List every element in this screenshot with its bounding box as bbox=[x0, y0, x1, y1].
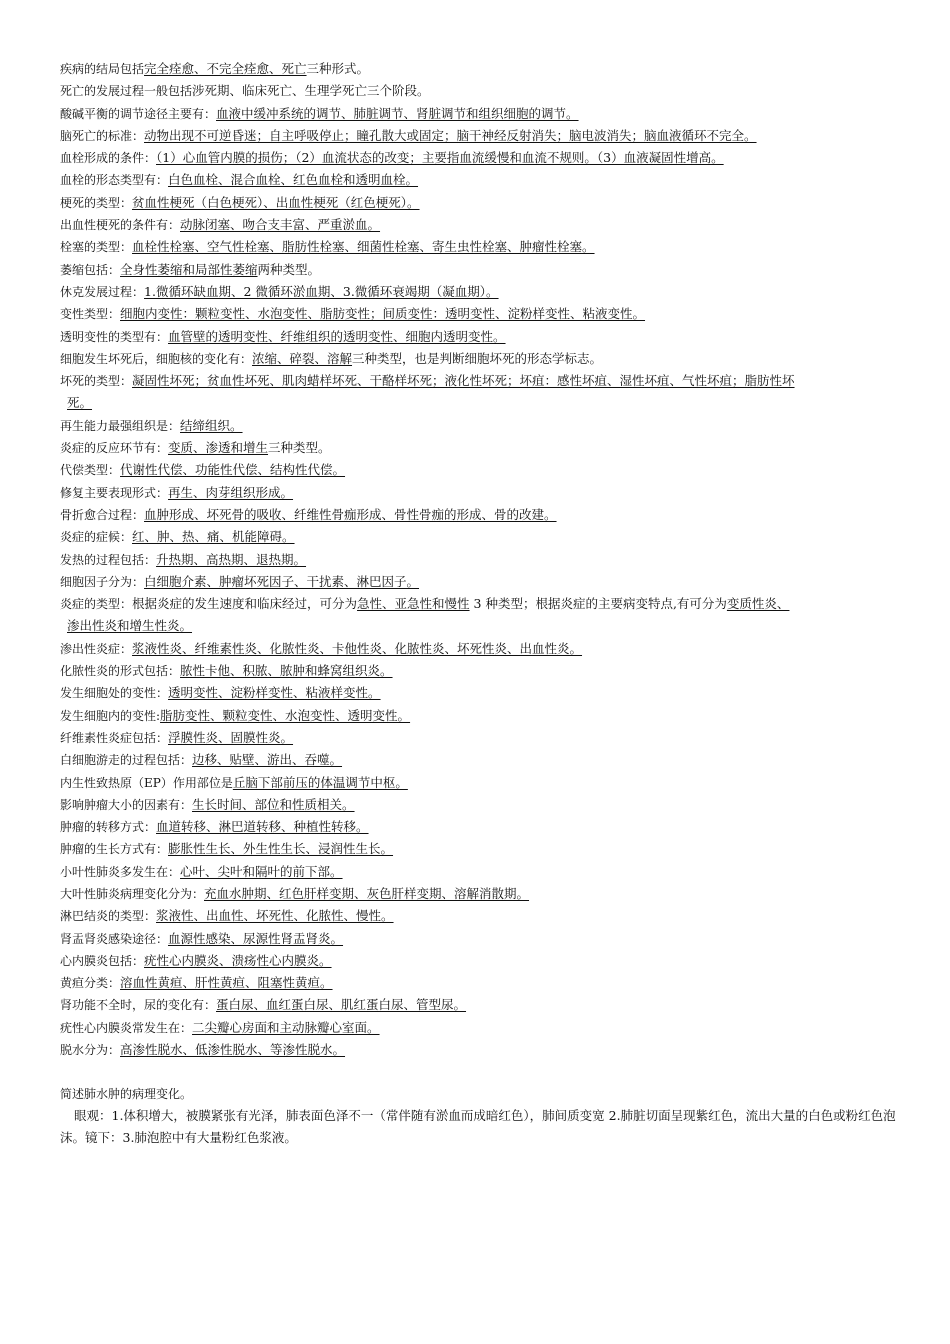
note-line bbox=[60, 705, 900, 727]
note-line bbox=[60, 415, 900, 437]
note-answer: 浆液性、出血性、坏死性、化脓性、慢性。 bbox=[156, 908, 394, 924]
note-line bbox=[60, 794, 900, 816]
note-label: 变性类型： bbox=[60, 307, 121, 322]
note-answer: 代谢性代偿、功能性代偿、结构性代偿。 bbox=[120, 462, 346, 478]
note-line bbox=[60, 303, 900, 325]
note-label: 发生细胞内的变性: bbox=[60, 708, 161, 723]
essay-title: 简述肺水肿的病理变化。 bbox=[60, 1087, 193, 1101]
note-label: 坏死的类型： bbox=[60, 374, 133, 389]
essay-body: 眼观：1.体积增大，被膜紧张有光泽，肺表面色泽不一（常伴随有淤血而成暗红色），肺间质变宽 2.肺脏切面呈现紫红色，流出大量的白色或粉红色泡沫。镜下：3.肺泡腔中有大量粉红色浆液。 bbox=[60, 1108, 896, 1145]
note-line bbox=[60, 214, 900, 236]
note-line bbox=[60, 326, 900, 348]
note-line bbox=[60, 549, 900, 571]
note-label: 细胞发生坏死后，细胞核的变化有： bbox=[60, 351, 253, 366]
note-label: 炎症的症候： bbox=[60, 530, 133, 545]
note-text: 根据炎症的发生速度和临床经过，可分为 bbox=[132, 596, 358, 612]
note-answer: 动物出现不可逆昏迷；自主呼吸停止；瞳孔散大或固定；脑干神经反射消失；脑电波消失；脑血液循环不完全。 bbox=[144, 127, 757, 143]
note-text-after: 涉死期、临床死亡、生理学死亡三个阶段。 bbox=[192, 83, 430, 99]
note-label: 疣性心内膜炎常发生在： bbox=[60, 1020, 193, 1035]
note-answer: 红、肿、热、痛、机能障碍。 bbox=[132, 529, 295, 545]
note-answer: 贫血性梗死（白色梗死）、出血性梗死（红色梗死）。 bbox=[132, 194, 420, 210]
note-line bbox=[60, 80, 900, 102]
note-label: 细胞因子分为： bbox=[60, 574, 145, 589]
note-line bbox=[60, 392, 900, 414]
note-line bbox=[60, 281, 900, 303]
note-label: 发生细胞处的变性： bbox=[60, 686, 169, 701]
note-text-after: 三种类型，也是判断细胞坏死的形态学标志。 bbox=[352, 350, 603, 366]
note-label: 肾盂肾炎感染途径： bbox=[60, 931, 169, 946]
essay-section bbox=[60, 1083, 896, 1149]
note-line bbox=[60, 638, 900, 660]
note-label: 修复主要表现形式： bbox=[60, 485, 169, 500]
note-answer-2: 变质性炎、 bbox=[726, 596, 790, 612]
note-line bbox=[60, 749, 900, 771]
note-line bbox=[60, 838, 900, 860]
note-label: 发热的过程包括： bbox=[60, 552, 157, 567]
note-text-after: 三种形式。 bbox=[306, 61, 370, 76]
note-label: 小叶性肺炎多发生在： bbox=[60, 864, 181, 879]
note-answer: 升热期、高热期、退热期。 bbox=[156, 551, 307, 567]
note-label: 黄疸分类： bbox=[60, 976, 121, 991]
note-line bbox=[60, 994, 900, 1016]
note-answer: 全身性萎缩和局部性萎缩 bbox=[120, 261, 258, 277]
note-label: 代偿类型： bbox=[60, 463, 121, 478]
note-line bbox=[60, 593, 900, 615]
note-label: 死亡的发展过程一般包括 bbox=[60, 84, 193, 99]
note-label: 出血性梗死的条件有： bbox=[60, 218, 181, 233]
note-label: 血栓形成的条件： bbox=[60, 151, 157, 166]
note-answer: 充血水肿期、红色肝样变期、灰色肝样变期、溶解消散期。 bbox=[204, 885, 530, 901]
note-text-after: 两种类型。 bbox=[257, 261, 321, 277]
note-label: 影响肿瘤大小的因素有： bbox=[60, 797, 193, 812]
note-label: 脑死亡的标准： bbox=[60, 128, 145, 143]
note-label: 透明变性的类型有： bbox=[60, 329, 169, 344]
note-label: 炎症的类型： bbox=[60, 597, 133, 612]
note-line bbox=[60, 482, 900, 504]
note-line bbox=[60, 928, 900, 950]
note-label: 炎症的反应环节有： bbox=[60, 441, 169, 456]
note-line bbox=[60, 504, 900, 526]
note-line bbox=[60, 236, 900, 258]
note-line bbox=[60, 370, 900, 392]
note-label: 休克发展过程： bbox=[60, 284, 145, 299]
note-line bbox=[60, 905, 900, 927]
note-answer: 死。 bbox=[67, 395, 93, 411]
note-line bbox=[60, 348, 900, 370]
note-answer: 完全痊愈、不完全痊愈、死亡 bbox=[144, 61, 307, 76]
note-label: 渗出性炎症： bbox=[60, 641, 133, 656]
note-answer: 疣性心内膜炎、溃疡性心内膜炎。 bbox=[144, 952, 332, 968]
note-answer: 血液中缓冲系统的调节、肺脏调节、肾脏调节和组织细胞的调节。 bbox=[216, 105, 579, 121]
note-label: 疾病的结局包括 bbox=[60, 62, 145, 76]
study-notes-list bbox=[60, 58, 900, 1061]
note-line bbox=[60, 125, 900, 147]
note-line bbox=[60, 571, 900, 593]
note-line bbox=[60, 1039, 900, 1061]
note-answer: 结缔组织。 bbox=[180, 417, 243, 433]
note-answer: 白细胞介素、肿瘤坏死因子、干扰素、淋巴因子。 bbox=[144, 573, 420, 589]
note-line bbox=[60, 526, 900, 548]
note-answer: 透明变性、淀粉样变性、粘液样变性。 bbox=[168, 685, 381, 701]
note-line bbox=[60, 950, 900, 972]
note-line bbox=[60, 103, 900, 125]
note-answer: 脂肪变性、颗粒变性、水泡变性、透明变性。 bbox=[160, 707, 411, 723]
note-answer: 二尖瓣心房面和主动脉瓣心室面。 bbox=[192, 1019, 380, 1035]
note-answer: 生长时间、部位和性质相关。 bbox=[192, 796, 355, 812]
note-label: 化脓性炎的形式包括： bbox=[60, 664, 181, 679]
note-answer: 急性、亚急性和慢性 bbox=[357, 596, 470, 612]
note-line bbox=[60, 169, 900, 191]
note-answer: 凝固性坏死；贫血性坏死、肌肉蜡样坏死、干酪样坏死；液化性坏死；坏疽：感性坏疽、湿性坏疽、气性坏疽；脂肪性坏 bbox=[132, 373, 795, 389]
note-line bbox=[60, 816, 900, 838]
note-label: 栓塞的类型： bbox=[60, 240, 133, 255]
note-line bbox=[60, 615, 900, 637]
note-line bbox=[60, 972, 900, 994]
note-label: 肿瘤的转移方式： bbox=[60, 820, 157, 835]
note-line bbox=[60, 727, 900, 749]
note-answer: 血道转移、淋巴道转移、种植性转移。 bbox=[156, 819, 369, 835]
note-answer: 浮膜性炎、固膜性炎。 bbox=[168, 729, 294, 745]
note-label: 白细胞游走的过程包括： bbox=[60, 753, 193, 768]
note-answer: 边移、贴壁、游出、吞噬。 bbox=[192, 752, 343, 768]
note-line bbox=[60, 682, 900, 704]
note-answer: 膨胀性生长、外生性生长、浸润性生长。 bbox=[168, 841, 394, 857]
note-label: 淋巴结炎的类型： bbox=[60, 909, 157, 924]
note-answer: 血栓性栓塞、空气性栓塞、脂肪性栓塞、细菌性栓塞、寄生虫性栓塞、肿瘤性栓塞。 bbox=[132, 239, 595, 255]
note-label: 血栓的形态类型有： bbox=[60, 173, 169, 188]
note-label: 萎缩包括： bbox=[60, 262, 121, 277]
note-label: 肿瘤的生长方式有： bbox=[60, 842, 169, 857]
note-answer: 变质、渗透和增生 bbox=[168, 440, 269, 456]
note-line bbox=[60, 192, 900, 214]
note-label: 梗死的类型： bbox=[60, 195, 133, 210]
note-label: 内生性致热原（EP）作用部位是 bbox=[60, 775, 233, 790]
note-label: 纤维素性炎症包括： bbox=[60, 730, 169, 745]
note-line bbox=[60, 58, 900, 80]
note-answer: （1）心血管内膜的损伤；（2）血流状态的改变；主要指血流缓慢和血流不规则。（3）血液凝固性增高。 bbox=[156, 150, 724, 166]
note-answer: 细胞内变性：颗粒变性、水泡变性、脂肪变性；间质变性：透明变性、淀粉样变性、粘液变性。 bbox=[120, 306, 646, 322]
note-answer: 动脉闭塞、吻合支丰富、严重淤血。 bbox=[180, 217, 381, 233]
note-line bbox=[60, 660, 900, 682]
note-label: 酸碱平衡的调节途径主要有： bbox=[60, 106, 217, 121]
note-answer: 血肿形成、坏死骨的吸收、纤维性骨痂形成、骨性骨痂的形成、骨的改建。 bbox=[144, 506, 557, 522]
note-line bbox=[60, 437, 900, 459]
note-text-after: 三种类型。 bbox=[268, 440, 331, 456]
note-label: 骨折愈合过程： bbox=[60, 507, 145, 522]
note-label: 肾功能不全时，尿的变化有： bbox=[60, 998, 217, 1013]
note-line bbox=[60, 1017, 900, 1039]
note-text-after: 3 种类型；根据炎症的主要病变特点,有可分为 bbox=[469, 596, 727, 612]
note-answer: 再生、肉芽组织形成。 bbox=[168, 484, 294, 500]
note-answer: 浆液性炎、纤维素性炎、化脓性炎、卡他性炎、化脓性炎、坏死性炎、出血性炎。 bbox=[132, 640, 583, 656]
note-answer: 蛋白尿、血红蛋白尿、肌红蛋白尿、管型尿。 bbox=[216, 997, 467, 1013]
note-answer: 高渗性脱水、低渗性脱水、等渗性脱水。 bbox=[120, 1042, 346, 1058]
note-label: 再生能力最强组织是： bbox=[60, 418, 181, 433]
note-answer: 浓缩、碎裂、溶解 bbox=[252, 350, 353, 366]
note-line bbox=[60, 861, 900, 883]
note-answer: 血管壁的透明变性、纤维组织的透明变性、细胞内透明变性。 bbox=[168, 328, 506, 344]
note-answer: 溶血性黄疸、肝性黄疸、阻塞性黄疸。 bbox=[120, 975, 333, 991]
note-answer: 白色血栓、混合血栓、红色血栓和透明血栓。 bbox=[168, 172, 419, 188]
note-answer: 丘脑下部前压的体温调节中枢。 bbox=[232, 774, 408, 790]
note-label: 脱水分为： bbox=[60, 1043, 121, 1058]
note-line bbox=[60, 259, 900, 281]
note-answer: 血源性感染、尿源性肾盂肾炎。 bbox=[168, 930, 344, 946]
note-label: 心内膜炎包括： bbox=[60, 953, 145, 968]
note-line bbox=[60, 459, 900, 481]
note-line bbox=[60, 147, 900, 169]
note-line bbox=[60, 772, 900, 794]
note-line bbox=[60, 883, 900, 905]
note-answer: 渗出性炎和增生性炎。 bbox=[67, 618, 193, 634]
note-label: 大叶性肺炎病理变化分为： bbox=[60, 886, 205, 901]
note-answer: 脓性卡他、积脓、脓肿和蜂窝组织炎。 bbox=[180, 663, 393, 679]
note-answer: 心叶、尖叶和隔叶的前下部。 bbox=[180, 863, 343, 879]
note-answer: 1.微循环缺血期、2 微循环淤血期、3.微循环衰竭期（凝血期）。 bbox=[144, 283, 499, 299]
